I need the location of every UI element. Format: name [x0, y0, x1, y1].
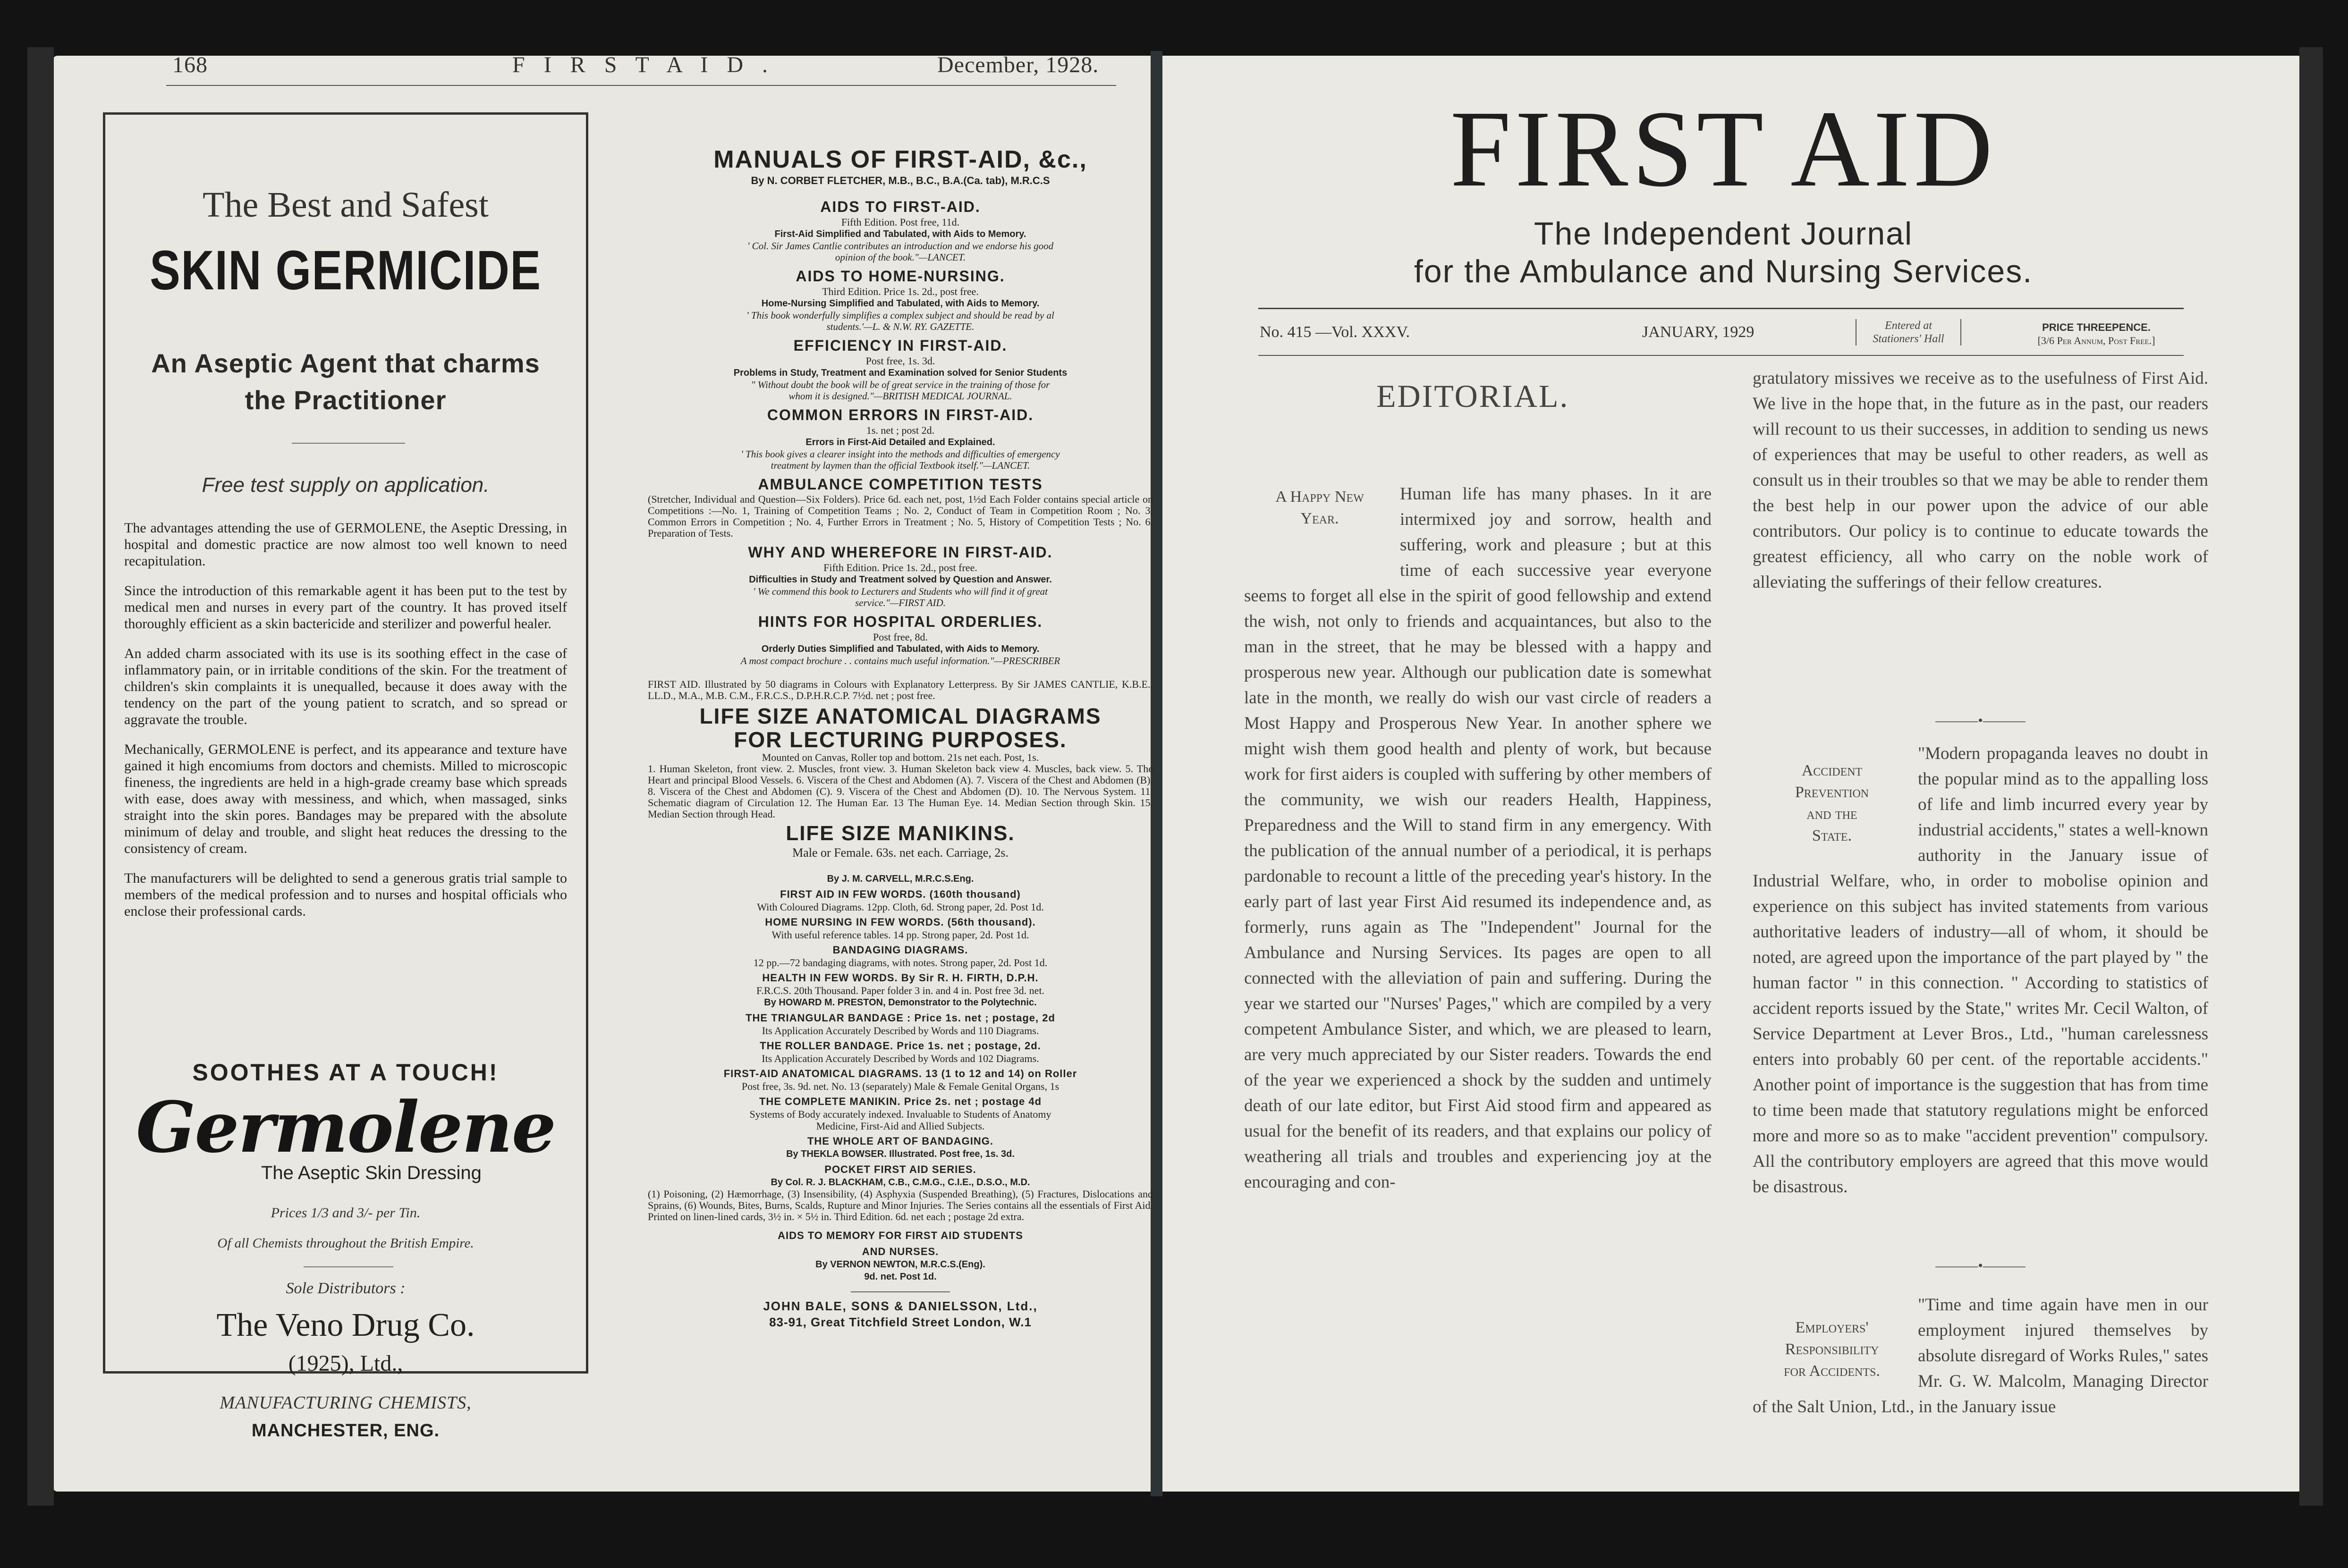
manual-line: With useful reference tables. 14 pp. Strong paper, 2d. Post 1d. — [771, 929, 1029, 941]
ad-brand-sub: The Aseptic Skin Dressing — [261, 1163, 482, 1183]
ad-soothes: SOOTHES AT A TOUCH! — [192, 1059, 499, 1086]
ad-free-sample: Free test supply on application. — [202, 473, 490, 497]
manual-line: AIDS TO MEMORY FOR FIRST AID STUDENTS — [778, 1230, 1023, 1241]
sidehead-float-spacer — [1753, 1292, 1918, 1370]
manual-line: Its Application Accurately Described by Words and 102 Diagrams. — [762, 1053, 1039, 1064]
editorial-text: "Modern propaganda leaves no doubt in the popular mind as to the appalling loss of life and limb incurred every year by industrial accidents," states a well-known authority in the January issue of Industrial Welfare, who, in order to mobolise opinion and experience on this subject has invited statements from various authoritative leaders of industry—all of whom, it should be noted, are agreed upon the importance of the part played by " the human factor " in this connection. " According to statistics of accident reports issued by the State," writes Mr. Cecil Walton, of Service Department at Lever Bros., Ltd., "human carelessness enters into probably 60 per cent. of the reportable accidents." Another point of importance is the suggestion that has from time to time been made that statutory regulations might be enforced more and more so as to make "accident prevention" compulsory. All the contributory employers are agreed that this move would be disastrous. — [1753, 744, 2208, 1197]
issue-number: No. 415 —Vol. XXXV. — [1260, 323, 1410, 341]
sidehead-line: and the — [1806, 805, 1857, 823]
manual-line: treatment by laymen than the official Textbook itself."—LANCET. — [771, 460, 1030, 471]
manual-line: HOME NURSING IN FEW WORDS. (56th thousand). — [765, 916, 1036, 928]
price-per-annum: [3/6 Per Annum, Post Free.] — [2037, 335, 2155, 346]
sidehead-line: for Accidents. — [1784, 1362, 1880, 1380]
manual-line: By VERNON NEWTON, M.R.C.S.(Eng). — [815, 1259, 985, 1270]
binding-edge-right — [2299, 47, 2323, 1506]
manual-line: F.R.C.S. 20th Thousand. Paper folder 3 in. and 4 in. Post free 3d. net. — [756, 985, 1045, 996]
manual-line: Medicine, First-Aid and Allied Subjects. — [816, 1120, 985, 1132]
running-title: F I R S T A I D . — [512, 52, 774, 77]
manual-line: ' This book gives a clearer insight into the methods and difficulties of emergency — [741, 448, 1060, 460]
manual-line: BANDAGING DIAGRAMS. — [832, 944, 968, 956]
ad-paragraph: The manufacturers will be delighted to send a generous gratis trial sample to members of the medical profession and to nurses and hospital officials who enclose their professional cards. — [124, 870, 567, 919]
ad-company-year: (1925), Ltd., — [288, 1351, 403, 1376]
manual-line: THE TRIANGULAR BANDAGE : Price 1s. net ; postage, 2d — [746, 1012, 1055, 1024]
publisher-divider — [851, 1291, 950, 1292]
manuals-list-3 — [648, 873, 1153, 1189]
ad-distributors-label: Sole Distributors : — [286, 1280, 406, 1297]
manual-line: 12 pp.—72 bandaging diagrams, with notes. Strong paper, 2d. Post 1d. — [753, 957, 1048, 969]
manual-line: THE WHOLE ART OF BANDAGING. — [807, 1135, 994, 1147]
manual-line: COMMON ERRORS IN FIRST-AID. — [767, 406, 1034, 423]
header-rule — [166, 85, 1116, 86]
manual-line: ' This book wonderfully simplifies a complex subject and should be read by al — [746, 310, 1054, 321]
editorial-column-2-middle — [1753, 741, 2208, 1251]
manual-line: opinion of the book."—LANCET. — [835, 252, 966, 263]
manual-line: 1s. net ; post 2d. — [866, 424, 935, 436]
manual-line: Fifth Edition. Price 1s. 2d., post free. — [823, 562, 977, 573]
germolene-logo: Germolene — [136, 1086, 555, 1168]
manuals-list-2 — [648, 543, 1153, 666]
editorial-column-2-bottom — [1753, 1292, 2208, 1491]
manual-line: whom it is designed."—BRITISH MEDICAL JOURNAL. — [788, 390, 1012, 402]
mounted-line: Mounted on Canvas, Roller top and bottom. 21s net each. Post, 1s. — [762, 751, 1039, 763]
manual-line: Systems of Body accurately indexed. Invaluable to Students of Anatomy — [749, 1108, 1051, 1120]
masthead: FIRST AID — [1450, 88, 1997, 210]
masthead-subtitle-1: The Independent Journal — [1534, 216, 1913, 252]
editorial-column-1 — [1244, 481, 1712, 1487]
competition-tests-text: (Stretcher, Individual and Question—Six Folders). Price 6d. each net, post, 1½d Each Folder contains special article on Competitions :—No. 1, Training of Competition Teams ; No. 2, Conduct of Team in Competition Room ; No. 3, Common Errors in Competition ; No. 4, Further Errors in Treatment ; No. 5, History of Competition Tests ; No. 6, Preparation of Tests. — [648, 493, 1153, 539]
manual-line: HEALTH IN FEW WORDS. By Sir R. H. FIRTH, D.P.H. — [762, 972, 1039, 984]
pocket-series-text: (1) Poisoning, (2) Hæmorrhage, (3) Insensibility, (4) Asphyxia (Suspended Breathing), (5) Fractures, Dislocations and Sprains, (6) Wounds, Bites, Burns, Scalds, Rupture and Minor Injuries. The Series contains all the essentials of First Aid. Printed on linen-lined cards, 3½ in. × 5½ in. Third Edition. 6d. net each ; postage 2d extra. — [648, 1188, 1153, 1222]
ad-paragraph: An added charm associated with its use is its soothing effect in the case of inflammatory pain, or in irritable conditions of the skin. For the treatment of children's skin complaints it is unequalled, because it does away with the tendency on the part of the young patient to scratch, and so spread or aggravate the trouble. — [124, 646, 567, 727]
manual-line: By J. M. CARVELL, M.R.C.S.Eng. — [827, 874, 974, 884]
diagrams-list-text: 1. Human Skeleton, front view. 2. Muscles, front view. 3. Human Skeleton back view 4. Muscles, back view. 5. The Heart and principal Blood Vessels. 6. Viscera of the Chest and Abdomen (A). 7. Viscera of the Chest and Abdomen (B). 8. Viscera of the Chest and Abdomen (C). 9. Viscera of the Chest and Abdomen (D). 10. The Nervous System. 11. Schematic diagram of Circulation 12. The Human Ear. 13 The Human Eye. 14. Median Section through Skin. 15. Median Section through Head. — [648, 763, 1153, 820]
ad-city: MANCHESTER, ENG. — [251, 1421, 440, 1441]
section-ornament: ———•——— — [1935, 713, 2026, 728]
manual-line: FIRST-AID ANATOMICAL DIAGRAMS. 13 (1 to 12 and 14) on Roller — [723, 1068, 1077, 1079]
manual-line: students.'—L. & N.W. RY. GAZETTE. — [826, 321, 975, 332]
sidehead-line: Year. — [1300, 510, 1339, 527]
manual-line: " Without doubt the book will be of great service in the training of those for — [751, 379, 1050, 390]
manual-line: With Coloured Diagrams. 12pp. Cloth, 6d. Strong paper, 2d. Post 1d. — [757, 901, 1044, 913]
sidehead-line: Accident — [1801, 762, 1863, 779]
ad-prices: Prices 1/3 and 3/- per Tin. — [271, 1205, 421, 1221]
manual-line: AMBULANCE COMPETITION TESTS — [758, 476, 1043, 493]
editorial-column-2-top — [1753, 366, 2208, 706]
ad-paragraph: Mechanically, GERMOLENE is perfect, and its appearance and texture have gained it high encomiums from doctors and chemists. Milled to microscopic fineness, the ingredients are held in a high-grade creamy base which spreads with ease, does away with messiness, and which, when massaged, sinks straight into the skin pores. Bandages may be prepared with the absolute minimum of delay and trouble, and slight heat reduces the dressing to the consistency of cream. — [124, 742, 567, 856]
manual-line: FIRST AID IN FEW WORDS. (160th thousand) — [780, 888, 1021, 900]
ad-paragraph: The advantages attending the use of GERMOLENE, the Aseptic Dressing, in hospital and domestic practice are now almost too well known to need recapitulation. — [124, 520, 567, 569]
manikins-line: Male or Female. 63s. net each. Carriage, 2s. — [792, 846, 1009, 860]
manual-line: AND NURSES. — [862, 1246, 939, 1257]
section-ornament: ———•——— — [1935, 1258, 2026, 1273]
manual-line: Post free, 3s. 9d. net. No. 13 (separately) Male & Female Genital Organs, 1s — [741, 1080, 1060, 1092]
manual-line: Third Edition. Price 1s. 2d., post free. — [822, 286, 979, 297]
manual-line: AIDS TO HOME-NURSING. — [796, 268, 1005, 285]
masthead-rule-top — [1258, 308, 2184, 309]
manual-line: THE ROLLER BANDAGE. Price 1s. net ; postage, 2d. — [760, 1040, 1041, 1052]
price: PRICE THREEPENCE. — [2042, 321, 2151, 333]
ad-headline: The Best and Safest — [203, 185, 489, 225]
publisher-name: JOHN BALE, SONS & DANIELSSON, Ltd., — [763, 1299, 1038, 1313]
masthead-subtitle-2: for the Ambulance and Nursing Services. — [1414, 253, 2033, 289]
manual-line: Errors in First-Aid Detailed and Explained. — [805, 437, 995, 447]
manual-line: WHY AND WHEREFORE IN FIRST-AID. — [748, 544, 1053, 561]
manual-line: First-Aid Simplified and Tabulated, with Aids to Memory. — [774, 229, 1026, 239]
sidehead-line: Employers' — [1795, 1319, 1869, 1336]
manuals-author: By N. CORBET FLETCHER, M.B., B.C., B.A.(Ca. tab), M.R.C.S — [751, 175, 1050, 186]
ad-divider — [292, 443, 405, 444]
ad-manufacturing: MANUFACTURING CHEMISTS, — [220, 1393, 472, 1413]
manual-line: service."—FIRST AID. — [855, 597, 946, 608]
issue-date: JANUARY, 1929 — [1642, 323, 1755, 341]
manual-line: AIDS TO FIRST-AID. — [820, 198, 981, 215]
issue-date-left: December, 1928. — [937, 52, 1099, 77]
manual-line: Problems in Study, Treatment and Examination solved for Senior Students — [733, 368, 1068, 378]
manual-line: Difficulties in Study and Treatment solved by Question and Answer. — [749, 574, 1052, 585]
manuals-column — [648, 145, 1153, 1330]
manual-line: EFFICIENCY IN FIRST-AID. — [793, 337, 1008, 354]
manual-line: By Col. R. J. BLACKHAM, C.B., C.M.G., C.I.E., D.S.O., M.D. — [771, 1177, 1030, 1188]
masthead-rule-bottom — [1258, 355, 2184, 356]
editorial-text: gratulatory missives we receive as to the usefulness of First Aid. We live in the hope that, in the future as in the past, our readers will recount to us their successes, in addition to sending us news of experiences that may be useful to other readers, as well as consult us in their troubles so that we may be able to render them the best help in our power upon the advice of our able contributors. Our policy is to continue to educate towards the greatest efficiency, all who carry on the noble work of alleviating the sufferings of their fellow creatures. — [1753, 369, 2208, 592]
sidehead-line: State. — [1812, 827, 1852, 844]
ad-chemists: Of all Chemists throughout the British Empire. — [217, 1236, 474, 1251]
ad-divider-2 — [304, 1266, 393, 1267]
manual-line: Post free, 1s. 3d. — [865, 355, 935, 367]
germolene-advertisement — [103, 112, 588, 1374]
entered-line-2: Stationers' Hall — [1873, 333, 1944, 345]
manual-line: A most compact brochure . . contains much useful information."—PRESCRIBER — [740, 655, 1060, 666]
life-size-title-1: LIFE SIZE ANATOMICAL DIAGRAMS — [699, 704, 1102, 728]
manual-line: POCKET FIRST AID SERIES. — [824, 1163, 976, 1175]
page-number: 168 — [172, 52, 208, 77]
binding-edge-left — [27, 47, 54, 1506]
ad-company: The Veno Drug Co. — [216, 1307, 475, 1343]
life-size-title-2: FOR LECTURING PURPOSES. — [734, 727, 1067, 752]
first-aid-diagrams-text: FIRST AID. Illustrated by 50 diagrams in Colours with Explanatory Letterpress. By Sir JAMES CANTLIE, K.B.E., LL.D., M.A., M.B. C.M., F.R.C.S., D.P.H.R.C.P. 7½d. net ; post free. — [648, 678, 1153, 701]
manual-line: Home-Nursing Simplified and Tabulated, with Aids to Memory. — [761, 298, 1040, 309]
editorial-title: EDITORIAL. — [1376, 378, 1569, 414]
ad-body-text — [124, 520, 567, 933]
manual-line: ' We commend this book to Lecturers and Students who will find it of great — [753, 586, 1048, 597]
entered-stationers-hall — [1856, 319, 1961, 346]
manikins-title: LIFE SIZE MANIKINS. — [786, 822, 1015, 845]
manual-line: THE COMPLETE MANIKIN. Price 2s. net ; postage 4d — [759, 1096, 1042, 1107]
sidehead-line: Prevention — [1795, 784, 1869, 801]
manuals-list-1 — [648, 197, 1153, 494]
publisher-address: 83-91, Great Titchfield Street London, W.1 — [769, 1315, 1032, 1329]
manual-line: Its Application Accurately Described by Words and 110 Diagrams. — [762, 1025, 1039, 1037]
manuals-list-4 — [648, 1229, 1153, 1283]
manual-line: HINTS FOR HOSPITAL ORDERLIES. — [758, 613, 1043, 630]
sidehead-line: Responsibility — [1785, 1340, 1879, 1358]
manual-line: By THEKLA BOWSER. Illustrated. Post free, 1s. 3d. — [786, 1149, 1015, 1159]
ad-paragraph: Since the introduction of this remarkable agent it has been put to the test by medical men and nurses in every part of the country. It has proved itself thoroughly efficient as a skin bactericide and sterilizer and powerful healer. — [124, 583, 567, 632]
manual-line: 9d. net. Post 1d. — [864, 1272, 937, 1282]
manual-line: ' Col. Sir James Cantlie contributes an introduction and we endorse his good — [747, 240, 1054, 252]
sidehead-line: A Happy New — [1275, 488, 1364, 506]
entered-line-1: Entered at — [1885, 320, 1932, 332]
manuals-title: MANUALS OF FIRST-AID, &c., — [713, 146, 1087, 173]
editorial-text: "Time and time again have men in our employment injured themselves by absolute disregard of Works Rules," sates Mr. G. W. Malcolm, Managing Director of the Salt Union, Ltd., in the January issue — [1753, 1295, 2208, 1416]
ad-skin-germicide: SKIN GERMICIDE — [150, 239, 542, 302]
sidehead-float-spacer — [1753, 741, 1918, 866]
editorial-text: Human life has many phases. In it are intermixed joy and sorrow, health and suffering, work and pleasure ; but at this time of each successive year everyone seems to forget all else in the spirit of good fellowship and extend the wish, not only to friends and acquaintances, but also to the man in the street, that he may be blessed with a happy and prosperous new year. Although our publication date is somewhat late in the month, we really do wish our vast circle of readers a Most Happy and Prosperous New Year. In another sphere we might wish them good health and plenty of work, but because work for first aiders is coupled with suffering by other members of the community, we wish our readers Health, Happiness, Preparedness and the Will to stand firm in any emergency. With the publication of the annual number of a periodical, it is perhaps pardonable to recount a little of the preceding year's history. In the early part of last year First Aid resumed its independence and, as formerly, runs again as The "Independent" Journal for the Ambulance and Nursing Services. Its pages are open to all connected with the alleviation of pain and suffering. During the year we started our "Nurses' Pages," which are compiled by a very competent Ambulance Sister, and which, we are pleased to learn, are very much appreciated by our Sister readers. Towards the end of the year we experienced a shock by the sudden and untimely death of our late editor, but First Aid stood firm and appeared as usual for the benefit of its readers, and that explains our policy of weathering all trials and troubles and experiencing joy at the encouraging and con- — [1244, 484, 1712, 1192]
manual-line: By HOWARD M. PRESTON, Demonstrator to the Polytechnic. — [764, 997, 1037, 1008]
manual-line: Post free, 8d. — [873, 631, 928, 643]
manual-line: Fifth Edition. Post free, 11d. — [841, 216, 960, 228]
ad-tagline: An Aseptic Agent that charms the Practitioner — [151, 348, 540, 415]
manual-line: Orderly Duties Simplified and Tabulated, with Aids to Memory. — [761, 644, 1040, 654]
sidehead-float-spacer — [1244, 481, 1400, 562]
